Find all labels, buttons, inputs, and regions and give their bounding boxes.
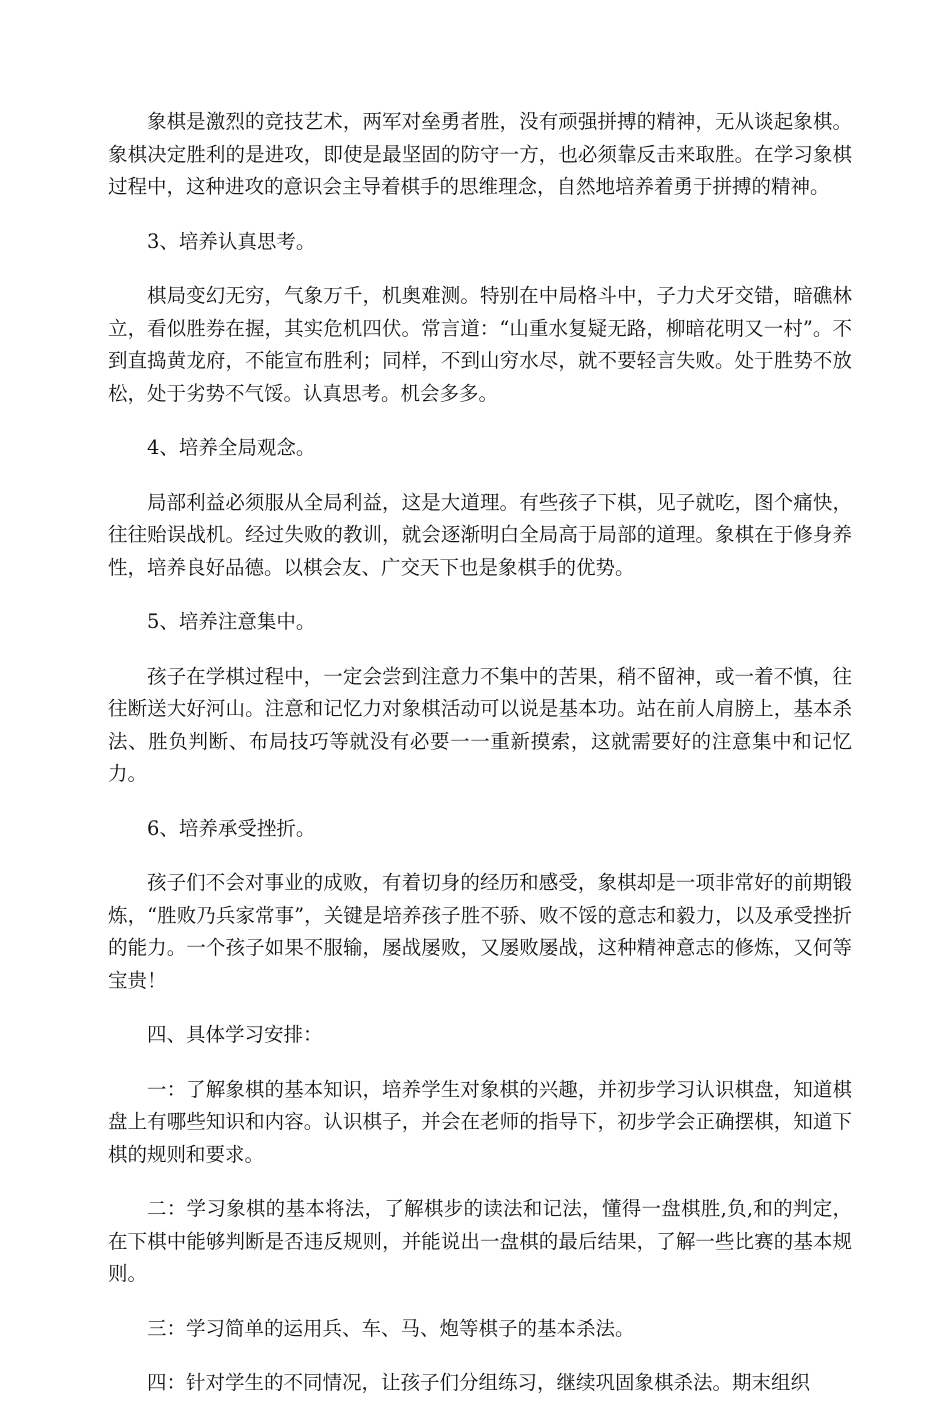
plan-item-4: 四：针对学生的不同情况，让孩子们分组练习，继续巩固象棋杀法。期末组织 bbox=[147, 1371, 811, 1394]
plan-item-2: 二：学习象棋的基本将法，了解棋步的读法和记法，懂得一盘棋胜,负,和的判定，在下棋中能够判断是否违反规则，并能说出一盘棋的最后结果，了解一些比赛的基本规则。 bbox=[108, 1197, 852, 1285]
heading-frustration: 6、培养承受挫折。 bbox=[147, 816, 316, 840]
document-body bbox=[108, 106, 852, 1422]
heading-concentration: 5、培养注意集中。 bbox=[147, 610, 316, 633]
paragraph-frustration: 孩子们不会对事业的成败，有着切身的经历和感受，象棋却是一项非常好的前期锻炼，“胜败乃兵家常事”，关键是培养孩子胜不骄、败不馁的意志和毅力，以及承受挫折的能力。一个孩子如果不服输，屡战屡败，又屡败屡战，这种精神意志的修炼，又何等宝贵！ bbox=[108, 871, 852, 992]
heading-overall-view: 4、培养全局观念。 bbox=[147, 436, 316, 459]
paragraph-thinking: 棋局变幻无穷，气象万千，机奥难测。特别在中局格斗中，子力犬牙交错，暗礁林立，看似胜券在握，其实危机四伏。常言道：“山重水复疑无路，柳暗花明又一村”。不到直捣黄龙府，不能宣布胜利；同样，不到山穷水尽，就不要轻言失败。处于胜势不放松，处于劣势不气馁。认真思考。机会多多。 bbox=[108, 284, 852, 405]
plan-item-3: 三：学习简单的运用兵、车、马、炮等棋子的基本杀法。 bbox=[147, 1316, 635, 1340]
heading-study-plan: 四、具体学习安排： bbox=[147, 1023, 323, 1046]
paragraph-spirit: 象棋是激烈的竞技艺术，两军对垒勇者胜，没有顽强拼搏的精神，无从谈起象棋。象棋决定胜利的是进攻，即使是最坚固的防守一方，也必须靠反击来取胜。在学习象棋过程中，这种进攻的意识会主导着棋手的思维理念，自然地培养着勇于拼搏的精神。 bbox=[108, 110, 852, 198]
heading-thinking: 3、培养认真思考。 bbox=[147, 229, 316, 253]
plan-item-1: 一：了解象棋的基本知识，培养学生对象棋的兴趣，并初步学习认识棋盘，知道棋盘上有哪些知识和内容。认识棋子，并会在老师的指导下，初步学会正确摆棋，知道下棋的规则和要求。 bbox=[108, 1077, 852, 1166]
paragraph-overall-view: 局部利益必须服从全局利益，这是大道理。有些孩子下棋，见子就吃，图个痛快，往往贻误战机。经过失败的教训，就会逐渐明白全局高于局部的道理。象棋在于修身养性，培养良好品德。以棋会友、广交天下也是象棋手的优势。 bbox=[108, 490, 852, 579]
paragraph-concentration: 孩子在学棋过程中，一定会尝到注意力不集中的苦果，稍不留神，或一着不慎，往往断送大好河山。注意和记忆力对象棋活动可以说是基本功。站在前人肩膀上，基本杀法、胜负判断、布局技巧等就没有必要一一重新摸索，这就需要好的注意集中和记忆力。 bbox=[108, 664, 852, 785]
